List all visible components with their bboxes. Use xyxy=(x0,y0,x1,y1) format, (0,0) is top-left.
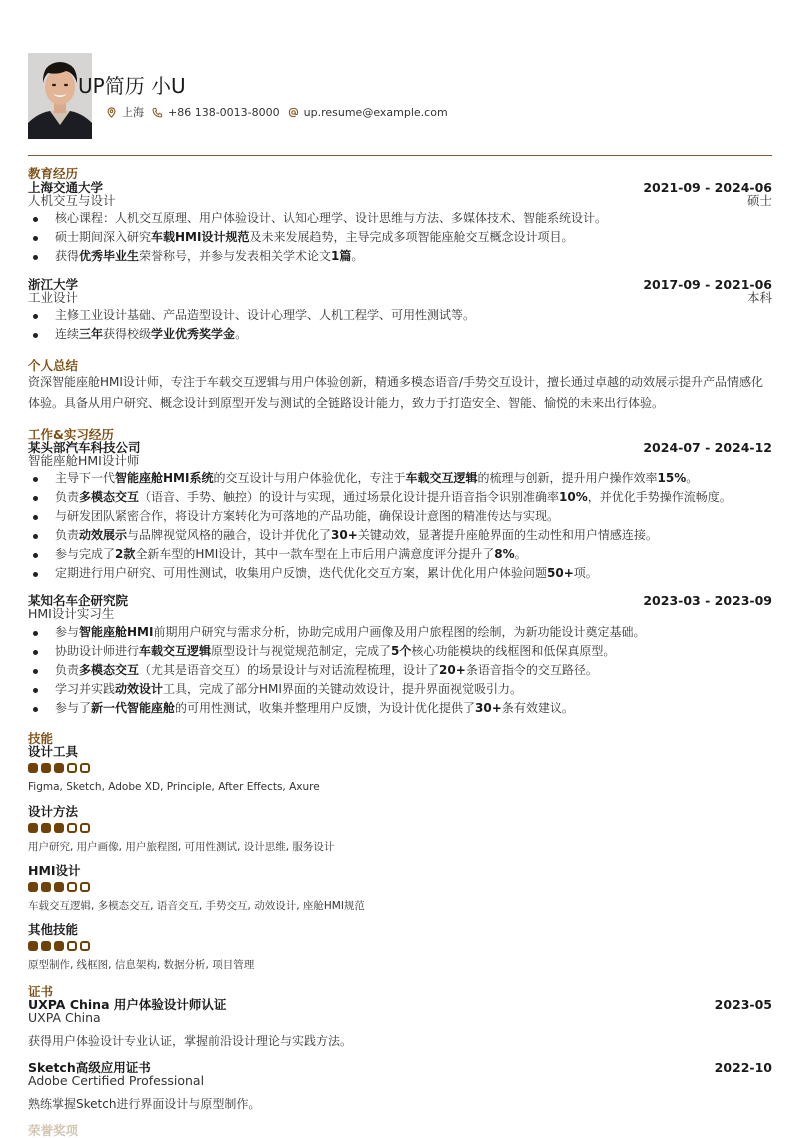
certificate-date: 2023-05 xyxy=(714,997,772,1012)
rating-dot-empty-icon xyxy=(67,941,77,951)
skill-items: 用户研究, 用户画像, 用户旅程图, 可用性测试, 设计思维, 服务设计 xyxy=(28,841,335,853)
email-text[interactable]: up.resume@example.com xyxy=(303,105,448,119)
bullet-item: 负责多模态交互（尤其是语音交互）的场景设计与对话流程梳理，设计了20+条语音指令的交互路径。 xyxy=(28,661,772,680)
rating-dot-empty-icon xyxy=(67,882,77,892)
rating-dot-filled-icon xyxy=(28,763,38,773)
phone-text[interactable]: +86 138-0013-8000 xyxy=(168,105,280,119)
section-title-work: 工作&实习经历 xyxy=(28,427,114,442)
email-at-icon xyxy=(288,107,299,118)
bullet-item: 连续三年获得校级学业优秀奖学金。 xyxy=(28,325,772,344)
skill-level-rating xyxy=(28,940,93,952)
rating-dot-filled-icon xyxy=(41,882,51,892)
section-title-education: 教育经历 xyxy=(28,166,79,181)
work-bullets xyxy=(28,623,772,718)
education-degree: 本科 xyxy=(746,290,772,305)
work-date: 2023-03 - 2023-09 xyxy=(643,593,772,608)
work-bullets xyxy=(28,469,772,583)
rating-dot-filled-icon xyxy=(28,823,38,833)
education-school: 浙江大学 xyxy=(28,277,79,292)
bullet-item: 主修工业设计基础、产品造型设计、设计心理学、人机工程学、可用性测试等。 xyxy=(28,306,772,325)
bullet-item: 参与智能座舱HMI前期用户研究与需求分析，协助完成用户画像及用户旅程图的绘制，为新功能设计奠定基础。 xyxy=(28,623,772,642)
certificate-date: 2022-10 xyxy=(714,1060,772,1075)
bullet-item: 定期进行用户研究、可用性测试，收集用户反馈，迭代优化交互方案，累计优化用户体验问题50+项。 xyxy=(28,564,772,583)
rating-dot-filled-icon xyxy=(54,882,64,892)
rating-dot-empty-icon xyxy=(67,763,77,773)
certificate-description: 获得用户体验设计专业认证，掌握前沿设计理论与实践方法。 xyxy=(28,1034,353,1048)
contact-email xyxy=(288,106,448,119)
bullet-item: 负责多模态交互（语音、手势、触控）的设计与实现，通过场景化设计提升语音指令识别准确率10%，并优化手势操作流畅度。 xyxy=(28,488,772,507)
work-role: 智能座舱HMI设计师 xyxy=(28,453,140,468)
work-company: 某知名车企研究院 xyxy=(28,593,129,608)
contact-phone xyxy=(152,106,280,119)
rating-dot-filled-icon xyxy=(28,882,38,892)
bullet-item: 协助设计师进行车载交互逻辑原型设计与视觉规范制定，完成了5个核心功能模块的线框图和低保真原型。 xyxy=(28,642,772,661)
rating-dot-empty-icon xyxy=(80,882,90,892)
bullet-item: 参与完成了2款全新车型的HMI设计，其中一款车型在上市后用户满意度评分提升了8%。 xyxy=(28,545,772,564)
work-company: 某头部汽车科技公司 xyxy=(28,440,141,455)
rating-dot-empty-icon xyxy=(80,823,90,833)
section-title-cut-off: 荣誉奖项 xyxy=(28,1123,79,1138)
skill-group-name: 其他技能 xyxy=(28,922,79,937)
rating-dot-empty-icon xyxy=(80,941,90,951)
summary-text: 资深智能座舱HMI设计师，专注于车载交互逻辑与用户体验创新，精通多模态语音/手势交互设计，擅长通过卓越的动效展示提升产品情感化体验。具备从用户研究、概念设计到原型开发与测试的全链路设计能力，致力于打造安全、智能、愉悦的未来出行体验。 xyxy=(28,375,763,410)
section-title-summary: 个人总结 xyxy=(28,358,79,373)
skill-level-rating xyxy=(28,822,93,834)
rating-dot-empty-icon xyxy=(67,823,77,833)
rating-dot-filled-icon xyxy=(54,941,64,951)
skill-items: 车载交互逻辑, 多模态交互, 语音交互, 手势交互, 动效设计, 座舱HMI规范 xyxy=(28,900,365,912)
skill-group-name: 设计工具 xyxy=(28,744,79,759)
contact-info xyxy=(106,104,456,120)
education-school: 上海交通大学 xyxy=(28,180,104,195)
certificate-name: Sketch高级应用证书 xyxy=(28,1060,151,1075)
skill-items: 原型制作, 线框图, 信息架构, 数据分析, 项目管理 xyxy=(28,959,255,971)
education-date: 2017-09 - 2021-06 xyxy=(643,277,772,292)
work-date: 2024-07 - 2024-12 xyxy=(643,440,772,455)
location-pin-icon xyxy=(106,107,117,118)
work-role: HMI设计实习生 xyxy=(28,606,115,621)
rating-dot-filled-icon xyxy=(41,941,51,951)
education-degree: 硕士 xyxy=(746,193,772,208)
bullet-item: 学习并实践动效设计工具，完成了部分HMI界面的关键动效设计，提升界面视觉吸引力。 xyxy=(28,680,772,699)
rating-dot-filled-icon xyxy=(54,763,64,773)
bullet-item: 主导下一代智能座舱HMI系统的交互设计与用户体验优化，专注于车载交互逻辑的梳理与创新，提升用户操作效率15%。 xyxy=(28,469,772,488)
bullet-item: 与研发团队紧密合作，将设计方案转化为可落地的产品功能，确保设计意图的精准传达与实现。 xyxy=(28,507,772,526)
skill-level-rating xyxy=(28,762,93,774)
bullet-item: 核心课程：人机交互原理、用户体验设计、认知心理学、设计思维与方法、多媒体技术、智能系统设计。 xyxy=(28,209,772,228)
phone-icon xyxy=(152,107,163,118)
education-bullets xyxy=(28,306,772,344)
skill-group-name: 设计方法 xyxy=(28,804,79,819)
certificate-issuer: UXPA China xyxy=(28,1010,101,1025)
contact-location xyxy=(106,104,144,120)
skill-level-rating xyxy=(28,881,93,893)
education-date: 2021-09 - 2024-06 xyxy=(643,180,772,195)
rating-dot-empty-icon xyxy=(80,763,90,773)
bullet-item: 参与了新一代智能座舱的可用性测试，收集并整理用户反馈，为设计优化提供了30+条有效建议。 xyxy=(28,699,772,718)
location-text: 上海 xyxy=(122,106,144,119)
certificate-issuer: Adobe Certified Professional xyxy=(28,1073,205,1088)
education-major: 人机交互与设计 xyxy=(28,193,116,208)
candidate-name: UP简历 小U xyxy=(78,74,186,98)
education-major: 工业设计 xyxy=(28,290,79,305)
certificate-name: UXPA China 用户体验设计师认证 xyxy=(28,997,227,1012)
section-title-skills: 技能 xyxy=(28,731,54,746)
education-bullets xyxy=(28,209,772,266)
skill-group-name: HMI设计 xyxy=(28,863,81,878)
rating-dot-filled-icon xyxy=(41,823,51,833)
bullet-item: 获得优秀毕业生荣誉称号，并参与发表相关学术论文1篇。 xyxy=(28,247,772,266)
rating-dot-filled-icon xyxy=(54,823,64,833)
bullet-item: 负责动效展示与品牌视觉风格的融合，设计并优化了30+关键动效，显著提升座舱界面的生动性和用户情感连接。 xyxy=(28,526,772,545)
header-divider xyxy=(28,155,772,156)
rating-dot-filled-icon xyxy=(28,941,38,951)
certificate-description: 熟练掌握Sketch进行界面设计与原型制作。 xyxy=(28,1097,261,1111)
section-title-certificates: 证书 xyxy=(28,984,54,999)
rating-dot-filled-icon xyxy=(41,763,51,773)
skill-items: Figma, Sketch, Adobe XD, Principle, After Effects, Axure xyxy=(28,781,320,793)
bullet-item: 硕士期间深入研究车载HMI设计规范及未来发展趋势，主导完成多项智能座舱交互概念设计项目。 xyxy=(28,228,772,247)
